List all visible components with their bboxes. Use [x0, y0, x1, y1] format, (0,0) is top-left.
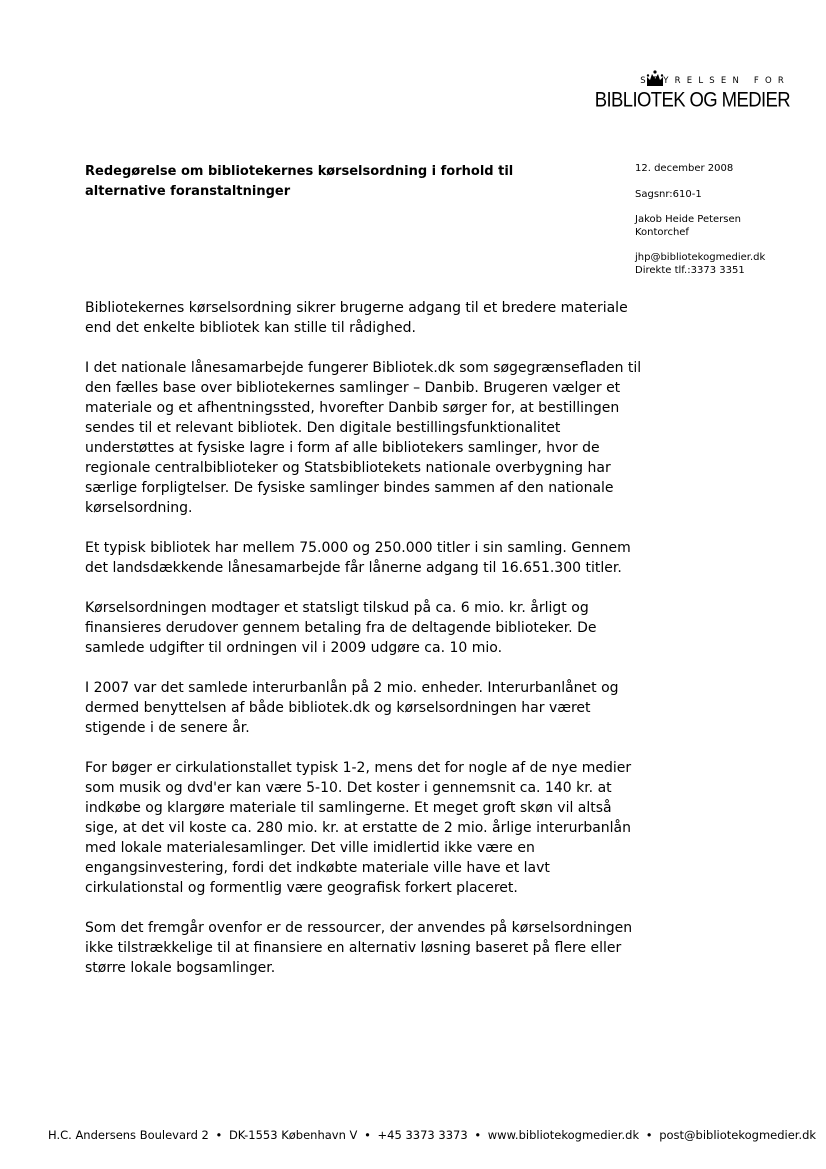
meta-case-number: Sagsnr:610-1 — [635, 188, 702, 200]
footer-separator: • — [364, 1128, 371, 1142]
body-paragraph: Kørselsordningen modtager et statsligt tilskud på ca. 6 mio. kr. årligt og finansieres derudover gennem betaling fra de deltagende biblioteker. De samlede udgifter til ordningen vil i 2009 udgøre ca. 10 mio. — [85, 600, 597, 656]
document-title: Redegørelse om bibliotekernes kørselsordning i forhold til alternative foranstaltninger — [85, 164, 514, 199]
meta-phone: Direkte tlf.:3373 3351 — [635, 264, 745, 276]
body-paragraph: Bibliotekernes kørselsordning sikrer brugerne adgang til et bredere materiale end det enkelte bibliotek kan stille til rådighed. — [85, 300, 628, 336]
meta-email[interactable]: jhp@bibliotekogmedier.dk — [635, 252, 766, 263]
body-paragraph: For bøger er cirkulationstallet typisk 1-2, mens det for nogle af de nye medier som musik og dvd'er kan være 5-10. Det koster i gennemsnit ca. 140 kr. at indkøbe og klargøre materiale til samlingerne. Et meget groft skøn vil altså sige, at det vil koste ca. 280 mio. kr. at erstatte de 2 mio. årlige interurbanlån med lokale materialesamlinger. Det ville imidlertid ikke være en engangsinvestering, fordi det indkøbte materiale ville have et lavt cirkulationstal og formentlig være geografisk forkert placeret. — [85, 760, 632, 896]
footer-city: DK-1553 København V — [228, 1128, 358, 1142]
body-paragraph: Som det fremgår ovenfor er de ressourcer, der anvendes på kørselsordningen ikke tilstrækkelige til at finansiere en alternativ løsning baseret på flere eller større lokale bogsamlinger. — [85, 920, 633, 976]
body-paragraph: Et typisk bibliotek har mellem 75.000 og 250.000 titler i sin samling. Gennem det landsdækkende lånesamarbejde får lånerne adgang til 16.651.300 titler. — [85, 540, 631, 576]
meta-author-name: Jakob Heide Petersen — [635, 214, 741, 225]
body-paragraph: I det nationale lånesamarbejde fungerer Bibliotek.dk som søgegrænsefladen til den fælles base over bibliotekernes samlinger – Danbib. Brugeren vælger et materiale og et afhentningssted, hvorefter Danbib sørger for, at bestillingen sendes til et relevant bibliotek. Den digitale bestillingsfunktionalitet understøttes at fysiske lagre i form af alle bibliotekers samlinger, hvor de regionale centralbiblioteker og Statsbibliotekets nationale overbygning har særlige forpligtelser. De fysiske samlinger bindes sammen af den nationale kørselsordning. — [85, 360, 642, 516]
page-footer — [48, 1128, 817, 1142]
footer-phone: +45 3373 3373 — [377, 1128, 468, 1142]
footer-separator: • — [215, 1128, 223, 1142]
footer-separator: • — [645, 1128, 653, 1142]
footer-email-link[interactable]: post@bibliotekogmedier.dk — [659, 1128, 817, 1142]
meta-author-role: Kontorchef — [635, 226, 689, 238]
footer-separator: • — [474, 1128, 482, 1142]
agency-logo — [590, 70, 790, 110]
meta-date: 12. december 2008 — [635, 163, 734, 174]
logo-main-text: BIBLIOTEK OG MEDIER — [594, 87, 790, 112]
body-paragraph: I 2007 var det samlede interurbanlån på 2 mio. enheder. Interurbanlånet og dermed benyttelsen af både bibliotek.dk og kørselsordningen har været stigende i de senere år. — [85, 680, 619, 736]
footer-website-link[interactable]: www.bibliotekogmedier.dk — [487, 1128, 640, 1142]
logo-top-text: STYRELSEN FOR — [640, 76, 790, 86]
footer-address: H.C. Andersens Boulevard 2 — [48, 1128, 209, 1142]
document-meta — [635, 163, 815, 277]
document-body — [85, 298, 645, 998]
